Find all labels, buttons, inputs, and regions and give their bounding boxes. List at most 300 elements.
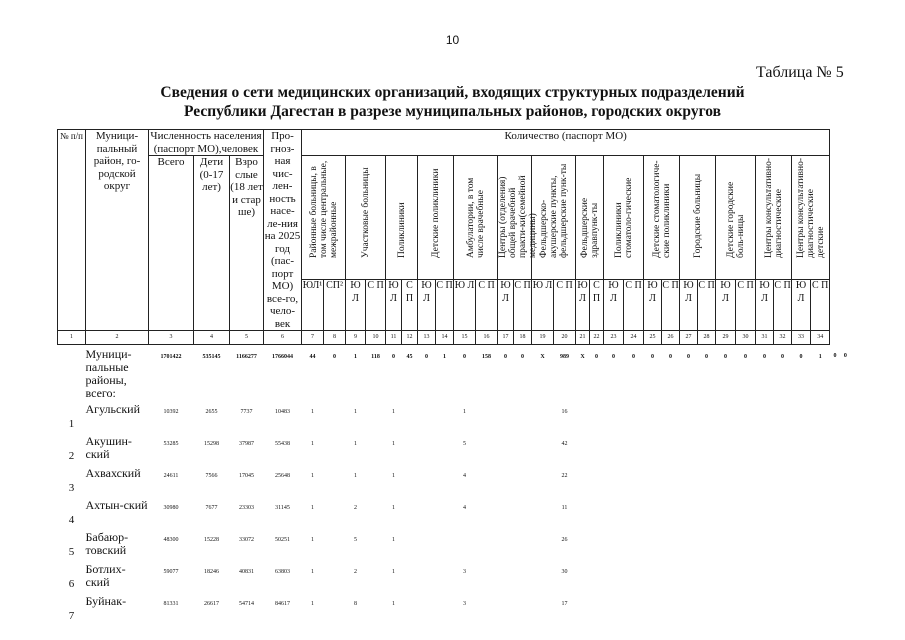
table-cell	[644, 592, 662, 624]
table-cell: 48300	[163, 536, 179, 543]
column-number: 23	[604, 331, 624, 345]
table-cell: 535145	[202, 353, 221, 360]
table-cell	[418, 496, 436, 528]
table-cell	[736, 560, 756, 592]
sub-header: С П	[698, 280, 716, 331]
table-cell	[774, 496, 792, 528]
table-cell	[590, 432, 604, 464]
table-cell	[662, 464, 680, 496]
table-cell: 31145	[275, 504, 290, 511]
category-header	[604, 156, 644, 280]
medical-network-table	[57, 129, 851, 624]
table-cell	[756, 432, 774, 464]
column-number: 27	[680, 331, 698, 345]
table-cell	[830, 592, 840, 624]
table-cell	[324, 432, 346, 464]
table-cell: 15298	[204, 440, 219, 447]
sub-header: С П	[476, 280, 498, 331]
column-number: 30	[736, 331, 756, 345]
column-number: 33	[792, 331, 811, 345]
table-cell	[514, 400, 532, 432]
column-number: 25	[644, 331, 662, 345]
table-cell: 1166277	[236, 353, 257, 360]
table-cell: 0	[463, 353, 467, 360]
sub-header: С П	[554, 280, 576, 331]
table-cell	[662, 592, 680, 624]
table-cell	[716, 592, 736, 624]
table-cell: 1	[354, 472, 358, 479]
column-number: 14	[436, 331, 454, 345]
table-cell: 1	[392, 440, 396, 447]
table-cell	[436, 496, 454, 528]
table-cell	[402, 432, 418, 464]
table-cell: 1	[354, 440, 358, 447]
column-number: 3	[149, 331, 194, 345]
table-cell	[662, 528, 680, 560]
table-cell: 0	[781, 353, 785, 360]
table-cell	[366, 592, 386, 624]
table-cell	[514, 464, 532, 496]
table-cell: 1	[354, 353, 358, 360]
table-cell	[576, 432, 590, 464]
table-cell: 40831	[239, 568, 254, 575]
table-cell	[476, 400, 498, 432]
table-cell	[736, 496, 756, 528]
table-cell	[498, 400, 514, 432]
table-cell: 1	[392, 408, 396, 415]
table-cell: 15228	[204, 536, 219, 543]
table-cell	[736, 432, 756, 464]
table-cell	[436, 560, 454, 592]
table-cell	[644, 528, 662, 560]
row-index: 6	[68, 577, 75, 590]
table-cell	[662, 400, 680, 432]
table-cell: 1	[311, 472, 315, 479]
table-cell	[498, 528, 514, 560]
table-cell: 10483	[275, 408, 291, 415]
table-cell	[476, 560, 498, 592]
column-number: 5	[230, 331, 264, 345]
table-cell	[811, 528, 830, 560]
table-cell	[366, 464, 386, 496]
table-cell: 55438	[275, 440, 291, 447]
category-label: Поликлиники	[396, 202, 407, 258]
table-cell: 26617	[204, 600, 219, 607]
header-total: Всего	[149, 156, 194, 331]
sub-header: С П	[662, 280, 680, 331]
table-cell	[436, 400, 454, 432]
table-cell	[840, 464, 850, 496]
sub-header: С П	[366, 280, 386, 331]
table-cell	[402, 592, 418, 624]
column-number: 9	[346, 331, 366, 345]
table-cell	[604, 592, 624, 624]
column-number: 32	[774, 331, 792, 345]
table-cell: 50251	[275, 536, 291, 543]
table-cell: 0	[392, 353, 396, 360]
table-cell	[840, 432, 850, 464]
table-cell	[590, 464, 604, 496]
sub-header: Ю Л	[644, 280, 662, 331]
sub-header: Ю Л	[532, 280, 554, 331]
municipality-name: Агульский	[85, 401, 141, 416]
table-cell: 1	[392, 600, 396, 607]
column-number: 20	[554, 331, 576, 345]
table-cell	[402, 528, 418, 560]
sub-header: Ю Л	[454, 280, 476, 331]
column-number: 28	[698, 331, 716, 345]
header-num: № п/п	[58, 130, 86, 331]
table-cell	[792, 592, 811, 624]
table-cell	[402, 560, 418, 592]
category-label: Амбулатории, в том числе врачебные	[465, 177, 486, 258]
table-row	[58, 528, 851, 560]
table-cell	[840, 592, 850, 624]
table-cell	[436, 528, 454, 560]
column-number: 13	[418, 331, 436, 345]
table-cell	[698, 496, 716, 528]
table-cell	[662, 560, 680, 592]
sub-header: С П	[514, 280, 532, 331]
column-number: 22	[590, 331, 604, 345]
table-cell: 0	[724, 353, 728, 360]
table-cell	[662, 432, 680, 464]
table-cell: 3	[463, 568, 467, 575]
table-cell: 1	[463, 408, 467, 415]
header-count: Количество (паспорт МО)	[302, 130, 830, 156]
header-municipality: Муници-пальный район, го-родской округ	[86, 130, 149, 331]
table-cell	[830, 496, 840, 528]
table-cell	[590, 560, 604, 592]
table-cell	[532, 592, 554, 624]
table-cell	[680, 464, 698, 496]
column-number: 6	[264, 331, 302, 345]
table-cell: 0	[763, 353, 767, 360]
table-cell	[680, 496, 698, 528]
table-cell: 59077	[163, 568, 179, 575]
table-cell	[476, 528, 498, 560]
column-number: 29	[716, 331, 736, 345]
table-cell	[792, 400, 811, 432]
table-cell: 16	[561, 408, 568, 415]
table-cell: 1	[392, 472, 396, 479]
table-cell: 1	[392, 536, 396, 543]
table-cell	[576, 592, 590, 624]
table-cell	[716, 496, 736, 528]
document-title	[130, 83, 775, 121]
category-header	[302, 156, 346, 280]
table-cell	[811, 496, 830, 528]
category-header	[454, 156, 498, 280]
table-cell	[736, 592, 756, 624]
row-index: 2	[68, 449, 75, 462]
table-cell	[830, 560, 840, 592]
table-cell: 0	[333, 353, 337, 360]
table-cell	[590, 496, 604, 528]
table-cell	[436, 592, 454, 624]
table-cell	[532, 496, 554, 528]
table-cell: 1	[392, 568, 396, 575]
title-line-1: Сведения о сети медицинских организаций, входящих структурных подразделений	[160, 84, 745, 101]
table-cell	[811, 400, 830, 432]
sub-header: Ю Л	[680, 280, 698, 331]
category-label: Городские больницы	[692, 173, 703, 258]
category-label: Фельдшерско-акушерские пункты, фельдшерские пунк-ты	[538, 163, 569, 258]
table-cell	[624, 432, 644, 464]
table-cell: 118	[371, 353, 380, 360]
table-cell	[680, 432, 698, 464]
table-cell	[811, 432, 830, 464]
sub-header: Ю Л	[604, 280, 624, 331]
table-cell	[662, 496, 680, 528]
table-cell	[366, 560, 386, 592]
table-cell	[774, 432, 792, 464]
column-number: 19	[532, 331, 554, 345]
table-cell: 44	[309, 353, 316, 360]
table-cell	[644, 432, 662, 464]
category-label: Центры консультативно-диагностические детские	[795, 158, 826, 258]
table-cell	[736, 528, 756, 560]
column-number: 31	[756, 331, 774, 345]
table-cell	[624, 528, 644, 560]
category-label: Детские поликлиники	[430, 168, 441, 258]
table-cell	[644, 560, 662, 592]
category-label: Фельдшерские здравпунк-ты	[579, 197, 600, 258]
sub-header: Ю Л	[576, 280, 590, 331]
column-number: 16	[476, 331, 498, 345]
table-cell	[680, 560, 698, 592]
table-cell: 1	[311, 568, 315, 575]
table-cell	[324, 592, 346, 624]
table-cell: X	[540, 353, 545, 360]
table-cell	[756, 464, 774, 496]
category-label: Участковые больницы	[360, 167, 371, 258]
table-cell: 4	[463, 472, 467, 479]
sub-header: С П	[436, 280, 454, 331]
table-cell	[604, 560, 624, 592]
table-cell: 53285	[163, 440, 179, 447]
table-cell	[624, 464, 644, 496]
table-cell: 0	[669, 353, 673, 360]
table-cell: 0	[744, 353, 748, 360]
category-header	[418, 156, 454, 280]
table-cell	[811, 592, 830, 624]
column-number: 15	[454, 331, 476, 345]
table-cell: 0	[799, 353, 803, 360]
table-cell: 1	[311, 504, 315, 511]
table-cell	[590, 592, 604, 624]
table-cell	[576, 400, 590, 432]
table-cell	[418, 432, 436, 464]
table-cell	[774, 560, 792, 592]
table-cell	[366, 432, 386, 464]
table-cell	[402, 496, 418, 528]
table-cell: 158	[482, 353, 492, 360]
sub-header: С П	[736, 280, 756, 331]
table-cell: X	[580, 353, 585, 360]
column-number: 11	[386, 331, 402, 345]
table-cell	[792, 496, 811, 528]
table-cell	[604, 528, 624, 560]
category-label: Районные больницы, в том числе центральные, межрайонные	[308, 160, 339, 258]
table-cell: 1	[311, 440, 315, 447]
table-cell: 26	[561, 536, 568, 543]
table-cell: 42	[561, 440, 568, 447]
table-cell	[792, 528, 811, 560]
table-cell	[604, 400, 624, 432]
table-cell: 25648	[275, 472, 291, 479]
sub-header: С П	[774, 280, 792, 331]
table-cell	[774, 400, 792, 432]
municipality-name: Буйнак-	[85, 593, 127, 608]
table-cell: 17	[561, 600, 568, 607]
table-cell: 0	[833, 353, 837, 359]
table-cell	[840, 400, 850, 432]
table-cell	[436, 464, 454, 496]
table-row	[58, 400, 851, 432]
table-cell: 1	[354, 408, 358, 415]
table-cell: 989	[560, 353, 570, 360]
table-cell	[498, 432, 514, 464]
table-cell: 0	[705, 353, 709, 360]
table-cell	[830, 528, 840, 560]
sub-header: Ю Л	[418, 280, 436, 331]
table-cell: 54714	[239, 600, 254, 607]
table-cell: 37987	[239, 440, 254, 447]
table-cell	[644, 400, 662, 432]
municipality-name: Ахтын-ский	[85, 497, 148, 512]
column-number: 26	[662, 331, 680, 345]
row-index: 1	[68, 417, 75, 430]
category-header	[756, 156, 792, 280]
table-cell	[498, 560, 514, 592]
sub-header: Ю Л	[792, 280, 811, 331]
table-cell	[811, 560, 830, 592]
table-cell	[774, 528, 792, 560]
table-cell	[698, 528, 716, 560]
category-header	[576, 156, 604, 280]
category-header	[644, 156, 680, 280]
table-cell	[644, 496, 662, 528]
column-number: 10	[366, 331, 386, 345]
table-cell	[792, 432, 811, 464]
category-header	[680, 156, 716, 280]
table-cell: 0	[843, 353, 847, 359]
table-cell: 0	[612, 353, 616, 360]
table-cell: 17045	[239, 472, 254, 479]
table-cell	[604, 464, 624, 496]
page-number: 10	[445, 33, 460, 47]
table-cell	[698, 560, 716, 592]
table-cell	[830, 400, 840, 432]
table-cell: 7677	[205, 504, 218, 511]
municipality-name: Бабаюр-товский	[85, 529, 129, 557]
table-cell: 0	[687, 353, 691, 360]
table-cell	[774, 464, 792, 496]
table-cell	[514, 432, 532, 464]
table-cell	[324, 464, 346, 496]
table-cell: 81331	[163, 600, 179, 607]
row-index: 3	[68, 481, 75, 494]
table-cell: 5	[463, 440, 467, 447]
table-cell: 1	[311, 536, 315, 543]
table-cell	[624, 560, 644, 592]
table-cell	[716, 400, 736, 432]
table-cell	[366, 400, 386, 432]
table-cell	[576, 528, 590, 560]
table-cell: 18246	[204, 568, 219, 575]
row-index	[58, 344, 86, 400]
category-label: Центры (отделения) общей врачебной практи-ки(семейной медицины)	[498, 175, 539, 258]
table-cell	[756, 496, 774, 528]
table-cell: 1	[443, 353, 447, 360]
column-number: 2	[86, 331, 149, 345]
table-cell	[840, 560, 850, 592]
category-label: Поликлиники стоматоло-гические	[613, 177, 634, 258]
category-header	[792, 156, 830, 280]
table-cell: 1	[392, 504, 396, 511]
table-cell	[476, 464, 498, 496]
table-cell	[756, 592, 774, 624]
table-cell	[840, 528, 850, 560]
table-cell: 0	[521, 353, 525, 360]
sub-header: Ю Л	[346, 280, 366, 331]
row-index: 4	[68, 513, 75, 526]
table-cell: 1	[311, 408, 315, 415]
table-cell	[418, 464, 436, 496]
table-cell	[624, 496, 644, 528]
table-cell: 1766044	[272, 353, 294, 360]
table-cell	[698, 592, 716, 624]
table-cell: 2	[354, 504, 358, 511]
table-cell	[366, 496, 386, 528]
table-cell	[624, 592, 644, 624]
table-cell: 22	[561, 472, 568, 479]
table-cell	[830, 432, 840, 464]
row-index: 5	[68, 545, 75, 558]
table-cell	[454, 528, 476, 560]
category-header	[346, 156, 386, 280]
table-cell: 1701422	[160, 353, 182, 360]
table-cell	[576, 560, 590, 592]
table-cell	[498, 592, 514, 624]
sub-header: Ю Л	[756, 280, 774, 331]
table-cell: 30	[561, 568, 568, 575]
sub-header: Ю Л	[386, 280, 402, 331]
title-line-2: Республики Дагестан в разрезе муниципальных районов, городских округов	[184, 103, 721, 120]
table-cell	[716, 464, 736, 496]
table-cell	[532, 528, 554, 560]
table-cell	[698, 432, 716, 464]
table-row	[58, 432, 851, 464]
table-label: Таблица № 5	[756, 64, 844, 81]
table-cell	[498, 464, 514, 496]
table-cell	[418, 528, 436, 560]
category-label: Детские городские боль-ницы	[725, 181, 746, 258]
category-label: Детские стоматологиче-ские поликлиники	[651, 160, 672, 258]
sub-header: СП²	[324, 280, 346, 331]
table-cell	[680, 528, 698, 560]
column-number: 34	[811, 331, 830, 345]
column-number: 8	[324, 331, 346, 345]
table-cell	[476, 592, 498, 624]
table-cell	[532, 400, 554, 432]
header-children: Дети (0-17 лет)	[194, 156, 230, 331]
table-cell: 84617	[275, 600, 291, 607]
table-cell: 2	[354, 568, 358, 575]
table-cell	[604, 496, 624, 528]
table-cell: 7737	[240, 408, 253, 415]
